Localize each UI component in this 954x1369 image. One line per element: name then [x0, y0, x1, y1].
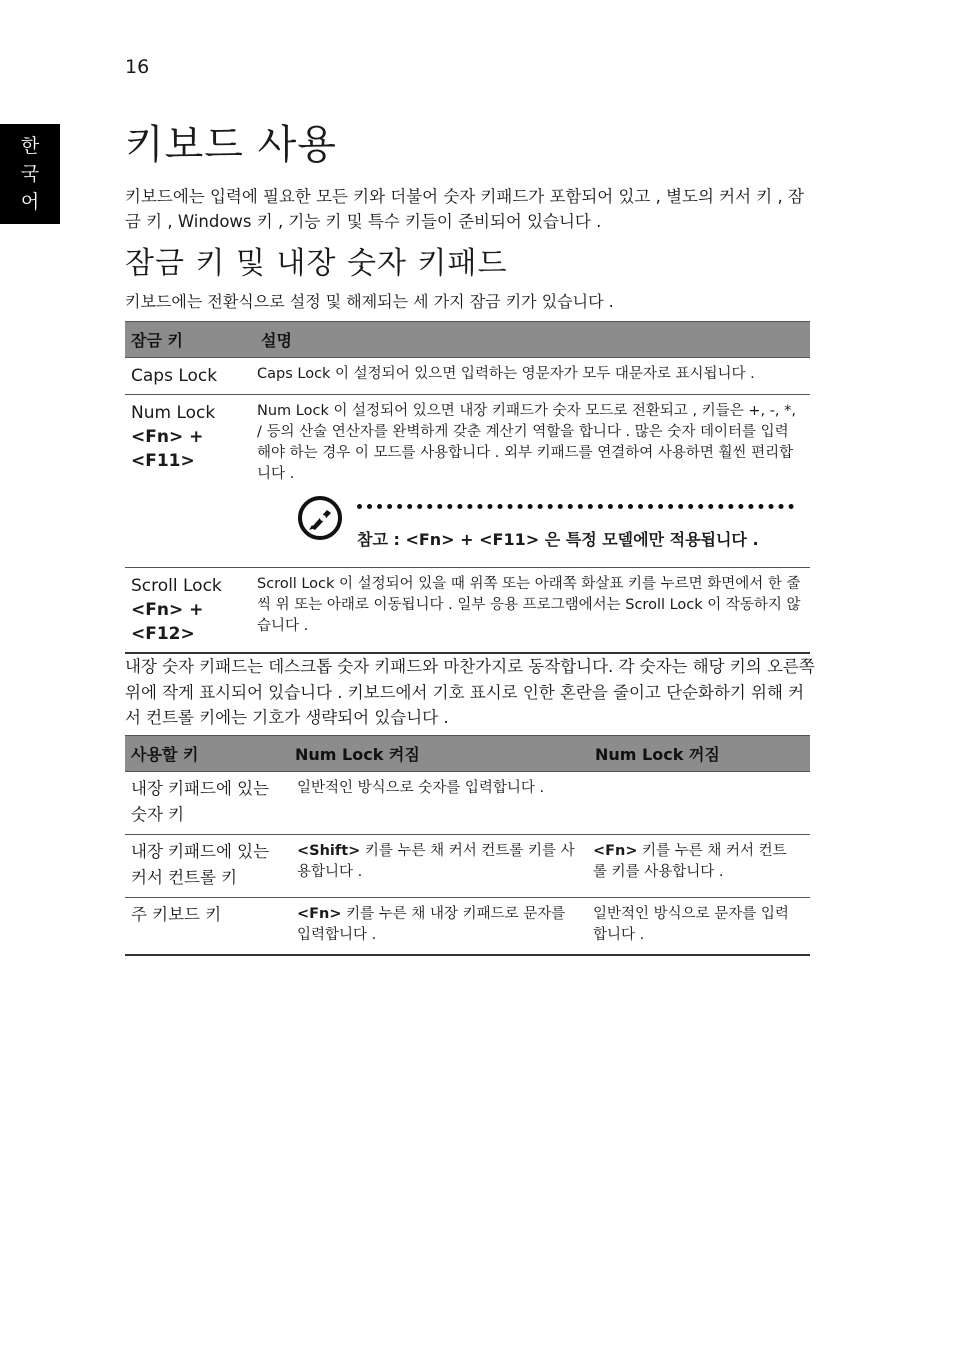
column-header-description: 설명 — [255, 322, 810, 358]
key-combo: <Fn> — [297, 906, 342, 922]
page-number: 16 — [125, 56, 150, 78]
key-name: Scroll Lock — [131, 576, 222, 596]
key-cell: 주 키보드 키 — [125, 898, 289, 956]
note-box — [257, 495, 802, 561]
numlock-off-cell — [589, 898, 810, 956]
key-cell: 내장 키패드에 있는 커서 컨트롤 키 — [125, 835, 289, 898]
language-tab-char: 어 — [20, 191, 40, 213]
table-row — [125, 898, 810, 956]
language-tab-char: 국 — [20, 163, 40, 185]
column-header-numlock-off: Num Lock 꺼짐 — [589, 736, 810, 772]
description-text: Num Lock 이 설정되어 있으면 내장 키패드가 숫자 모드로 전환되고 , 키들은 +, -, *, / 등의 산술 연산자를 완벽하게 갖춘 계산기 역할을 합니다 . 많은 숫자 데이터를 입력해야 하는 경우 이 모드를 사용합니다 . 외부 키패드를 연결하여 사용하면 훨씬 편리합니다 . — [257, 403, 797, 482]
numlock-on-cell — [289, 835, 589, 898]
section-title: 잠금 키 및 내장 숫자 키패드 — [125, 246, 508, 281]
language-tab — [0, 124, 60, 224]
key-cell — [125, 568, 255, 654]
key-combo: <Fn> + <F11> — [131, 427, 204, 471]
key-name: Num Lock — [131, 403, 216, 423]
column-header-key: 사용할 키 — [125, 736, 289, 772]
note-pen-icon — [297, 495, 343, 541]
key-cell — [125, 395, 255, 568]
key-cell: 내장 키패드에 있는 숫자 키 — [125, 772, 289, 835]
table-row — [125, 358, 810, 395]
table-header-row — [125, 736, 810, 772]
cell-text: 일반적인 방식으로 문자를 입력합니다 . — [593, 906, 789, 943]
key-combo: <Fn> — [593, 843, 638, 859]
table-row — [125, 835, 810, 898]
keypad-usage-table — [125, 735, 810, 956]
column-header-numlock-on: Num Lock 켜짐 — [289, 736, 589, 772]
key-cell — [125, 358, 255, 395]
numlock-on-cell — [289, 772, 589, 835]
page-title: 키보드 사용 — [125, 122, 337, 168]
description-cell: Scroll Lock 이 설정되어 있을 때 위쪽 또는 아래쪽 화살표 키를 누르면 화면에서 한 줄씩 위 또는 아래로 이동됩니다 . 일부 응용 프로그램에서는 Scroll Lock 이 작동하지 않습니다 . — [255, 568, 810, 654]
lock-keys-table — [125, 321, 810, 654]
keypad-paragraph: 내장 숫자 키패드는 데스크톱 숫자 키패드와 마찬가지로 동작합니다. 각 숫자는 해당 키의 오른쪽 위에 작게 표시되어 있습니다 . 키보드에서 기호 표시로 인한 혼란을 줄이고 단순화하기 위해 커서 컨트롤 키에는 기호가 생략되어 있습니다 . — [125, 657, 815, 727]
description-cell — [255, 395, 810, 568]
note-divider — [357, 504, 794, 509]
description-cell: Caps Lock 이 설정되어 있으면 입력하는 영문자가 모두 대문자로 표시됩니다 . — [255, 358, 810, 395]
numlock-off-cell — [589, 835, 810, 898]
language-tab-char: 한 — [20, 135, 40, 157]
table-row — [125, 772, 810, 835]
note-text: 참고 : <Fn> + <F11> 은 특정 모델에만 적용됩니다 . — [357, 530, 759, 549]
key-combo: <Shift> — [297, 843, 361, 859]
cell-text: 키를 누른 채 내장 키패드로 문자를 입력합니다 . — [297, 906, 566, 943]
key-name: Caps Lock — [131, 366, 218, 386]
cell-text: 일반적인 방식으로 숫자를 입력합니다 . — [297, 780, 545, 796]
table-header-row — [125, 322, 810, 358]
section-intro: 키보드에는 전환식으로 설정 및 해제되는 세 가지 잠금 키가 있습니다 . — [125, 292, 614, 311]
numlock-on-cell — [289, 898, 589, 956]
cell-text: 키를 누른 채 커서 컨트롤 키를 사용합니다 . — [593, 843, 787, 880]
table-row — [125, 568, 810, 654]
numlock-off-cell — [589, 772, 810, 835]
column-header-key: 잠금 키 — [125, 322, 255, 358]
cell-text: 키를 누른 채 커서 컨트롤 키를 사용합니다 . — [297, 843, 575, 880]
table-row — [125, 395, 810, 568]
key-combo: <Fn> + <F12> — [131, 600, 204, 644]
intro-paragraph: 키보드에는 입력에 필요한 모든 키와 더불어 숫자 키패드가 포함되어 있고 , 별도의 커서 키 , 잠금 키 , Windows 키 , 기능 키 및 특수 키들이 준비되어 있습니다 . — [125, 187, 804, 231]
